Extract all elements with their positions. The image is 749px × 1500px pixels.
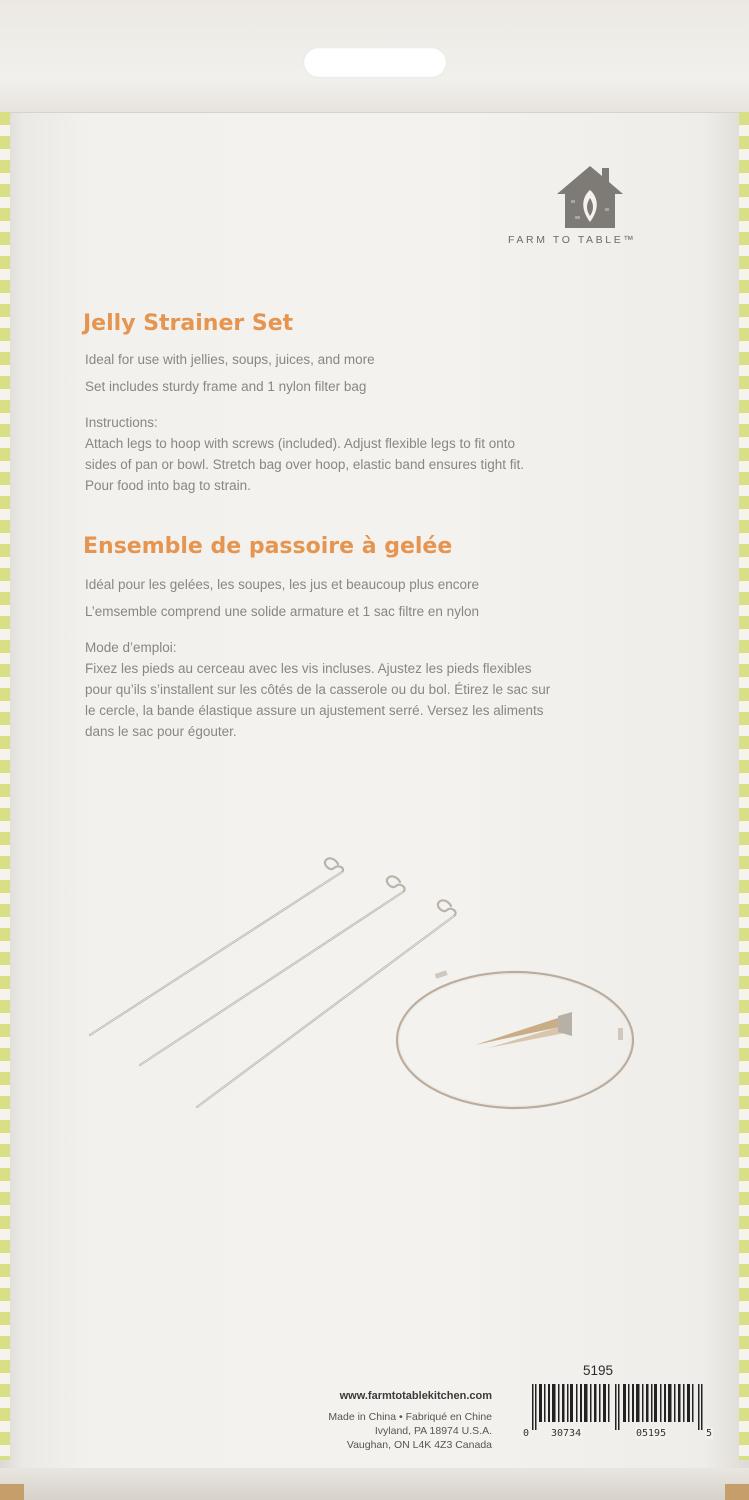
origin-line-2: Ivyland, PA 18974 U.S.A. xyxy=(374,1425,492,1437)
english-title: Jelly Strainer Set xyxy=(83,311,294,336)
french-instructions-line-4: dans le sac pour égouter. xyxy=(85,724,237,739)
strainer-leg-2 xyxy=(140,876,405,1065)
english-instructions-label: Instructions: xyxy=(85,415,158,430)
english-description-line-1: Ideal for use with jellies, soups, juices, and more xyxy=(85,352,375,367)
french-instructions-line-2: pour qu’ils s’installent sur les côtés de la casserole ou du bol. Étirez le sac sur xyxy=(85,682,551,697)
barcode-digit-lead: 0 xyxy=(523,1428,530,1439)
strainer-leg-1 xyxy=(90,858,343,1035)
french-description-line-1: Idéal pour les gelées, les soupes, les jus et beaucoup plus encore xyxy=(85,577,480,592)
barcode-digit-check: 5 xyxy=(706,1428,713,1439)
french-instructions-line-3: le cercle, la bande élastique assure un ajustement serré. Versez les aliments xyxy=(85,703,544,718)
barcode-digits-right: 05195 xyxy=(636,1428,667,1439)
bottom-right-corner xyxy=(725,1484,749,1500)
french-instructions-line-1: Fixez les pieds au cerceau avec les vis incluses. Ajustez les pieds flexibles xyxy=(85,661,532,676)
brand-name: FARM TO TABLE™ xyxy=(508,234,637,246)
mounting-screws xyxy=(475,1012,572,1048)
item-code: 5195 xyxy=(583,1363,614,1378)
french-description-line-2: L’emsemble comprend une solide armature et 1 sac filtre en nylon xyxy=(85,604,479,619)
origin-info xyxy=(300,1410,492,1452)
farm-to-table-house-logo-icon xyxy=(555,164,625,230)
origin-line-1: Made in China • Fabriqué en Chine xyxy=(328,1411,492,1423)
english-instructions-line-2: sides of pan or bowl. Stretch bag over hoop, elastic band ensures tight fit. xyxy=(85,457,525,472)
french-instructions-label: Mode d’emploi: xyxy=(85,640,177,655)
english-instructions-line-1: Attach legs to hoop with screws (included). Adjust flexible legs to fit onto xyxy=(85,436,515,451)
barcode-digits-left: 30734 xyxy=(551,1428,582,1439)
right-side-stripe xyxy=(739,112,749,1460)
left-side-stripe xyxy=(0,112,10,1460)
strainer-hoop xyxy=(397,970,633,1108)
english-description-line-2: Set includes sturdy frame and 1 nylon filter bag xyxy=(85,379,367,394)
bottom-left-corner xyxy=(0,1484,24,1500)
product-parts-illustration xyxy=(80,850,640,1120)
english-instructions-line-3: Pour food into bag to strain. xyxy=(85,478,251,493)
origin-line-3: Vaughan, ON L4K 4Z3 Canada xyxy=(346,1439,492,1451)
website: www.farmtotablekitchen.com xyxy=(339,1390,492,1402)
upc-barcode xyxy=(522,1384,714,1430)
top-flap xyxy=(0,0,749,113)
bottom-edge xyxy=(0,1468,749,1500)
hang-hole xyxy=(303,47,447,78)
french-title: Ensemble de passoire à gelée xyxy=(83,534,453,559)
